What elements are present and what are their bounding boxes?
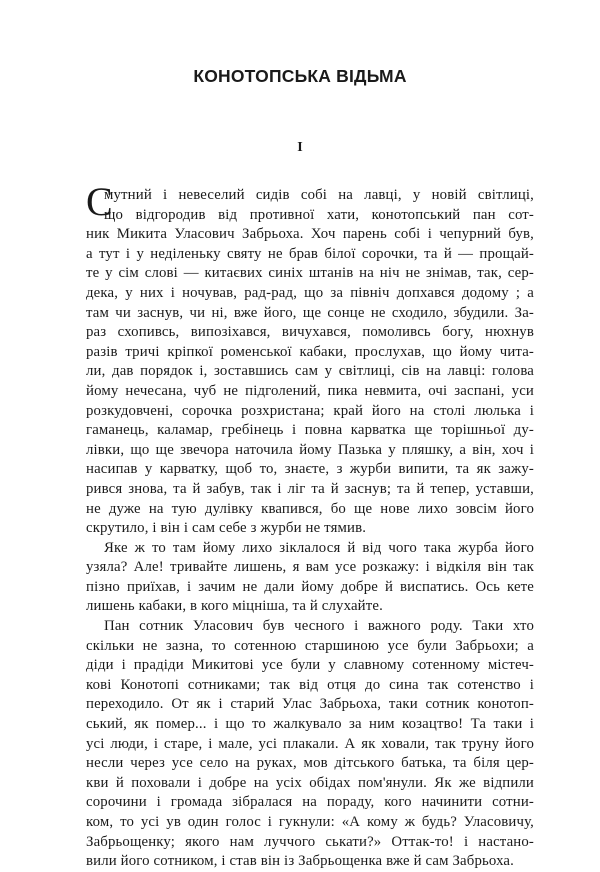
text-line: ський, як помер... і що то жалкувало за ним козацтво! Та таки і xyxy=(86,716,534,733)
text-line: лишень кабаки, в кого міцніша, та й слухайте. xyxy=(86,598,383,615)
text-line: несли через усе село на руках, мов дітського батька, та біля цер- xyxy=(86,755,534,772)
text-line: кові Конотопі сотниками; так від отця до сина так сотенство і xyxy=(86,676,534,693)
text-line: Пан сотник Уласович був чесного і важного роду. Таки хто xyxy=(104,618,534,635)
text-line: переходило. От як і старий Улас Забрьоха, таки сотник конотоп- xyxy=(86,696,534,713)
text-line: а тут і у неділеньку святу не брав білої сорочки, та й — прощай- xyxy=(86,245,534,262)
document-title: КОНОТОПСЬКА ВІДЬМА xyxy=(193,66,407,86)
text-line: те у сім слові — китаєвих синіх штанів на ніч не знімав, так, сер- xyxy=(86,265,534,282)
text-line: мутний і невеселий сидів собі на лавці, у новій світлиці, xyxy=(104,187,534,203)
text-line: гаманець, каламар, гребінець і повна карватка ще торішньої ду- xyxy=(86,422,534,439)
text-line: що відгородив від противної хати, конотопський пан сот- xyxy=(104,206,534,223)
text-line: рився знова, та й забув, так і ліг та й заснув; та й тепер, уставши, xyxy=(86,480,534,497)
text-line: раз схопивсь, випозіхався, вичухався, помоливсь богу, нюхнув xyxy=(86,324,534,341)
text-line: йому нечесана, чуб не підголений, пика невмита, очі заспані, уси xyxy=(86,382,534,399)
text-line: розкудовчені, сорочка розхристана; край його на столі люлька і xyxy=(86,402,534,419)
text-line: дека, у них і ночував, рад-рад, що за північ допхався додому ; а xyxy=(86,284,534,301)
text-line: там чи заснув, чи ні, вже його, ще сонце не сходило, збудили. За- xyxy=(86,304,534,321)
text-line: ком, то усі ув один голос і гукнули: «А кому ж будь? Уласовичу, xyxy=(86,814,534,830)
text-line: лівки, що ще звечора наточила йому Пазька у пляшку, а він, хоч і xyxy=(86,441,534,458)
text-line: пізно приїхав, і зачим не дали йому добре й виспатись. Ось кете xyxy=(86,578,534,595)
text-line: діди і прадіди Микитові усе були у славному сотенному містеч- xyxy=(86,657,534,674)
chapter-number: І xyxy=(297,140,303,155)
text-line: узяла? Але! тривайте лишень, я вам усе розкажу: і відкіля він так xyxy=(86,559,534,576)
text-line: Яке ж то там йому лихо зіклалося й від чого така журба його xyxy=(104,539,534,556)
text-line: скрутило, і він і сам себе з журби не тямив. xyxy=(86,520,367,537)
text-line: кви й поховали і добре на усіх обідах пом'янули. Як же відпили xyxy=(86,774,534,791)
text-line: сорочини і громада зібралася на пораду, кого начинити сотни- xyxy=(86,794,534,811)
text-line: ли, дав порядок і, зоставшись сам у світлиці, сів на лавці: голова xyxy=(86,363,534,380)
text-line: разів тричі кріпкої роменської кабаки, прослухав, що йому чита- xyxy=(86,343,534,360)
text-line: не дуже на тую дулівку квапився, бо ще нове лихо зовсім його xyxy=(86,500,534,517)
drop-cap: С xyxy=(86,179,113,224)
text-line: насипав у карватку, щоб то, знаєте, з журби випити, та як зажу- xyxy=(86,461,534,478)
text-line: вили його сотником, і став він із Забрьощенка вже й сам Забрьоха. xyxy=(86,853,514,870)
text-line: усі люди, і старе, і мале, усі плакали. А як ховали, так труну його xyxy=(86,735,534,752)
text-line: скільки не зазна, то сотенною старшиною усе були Забрьохи; а xyxy=(86,637,534,654)
document-body xyxy=(86,179,534,872)
text-line: Забрьощенку; якого нам луччого ськати?» Оттак-то! і настано- xyxy=(86,833,534,850)
text-line: ник Микита Уласович Забрьоха. Хоч парень собі і чепурний був, xyxy=(86,226,534,243)
